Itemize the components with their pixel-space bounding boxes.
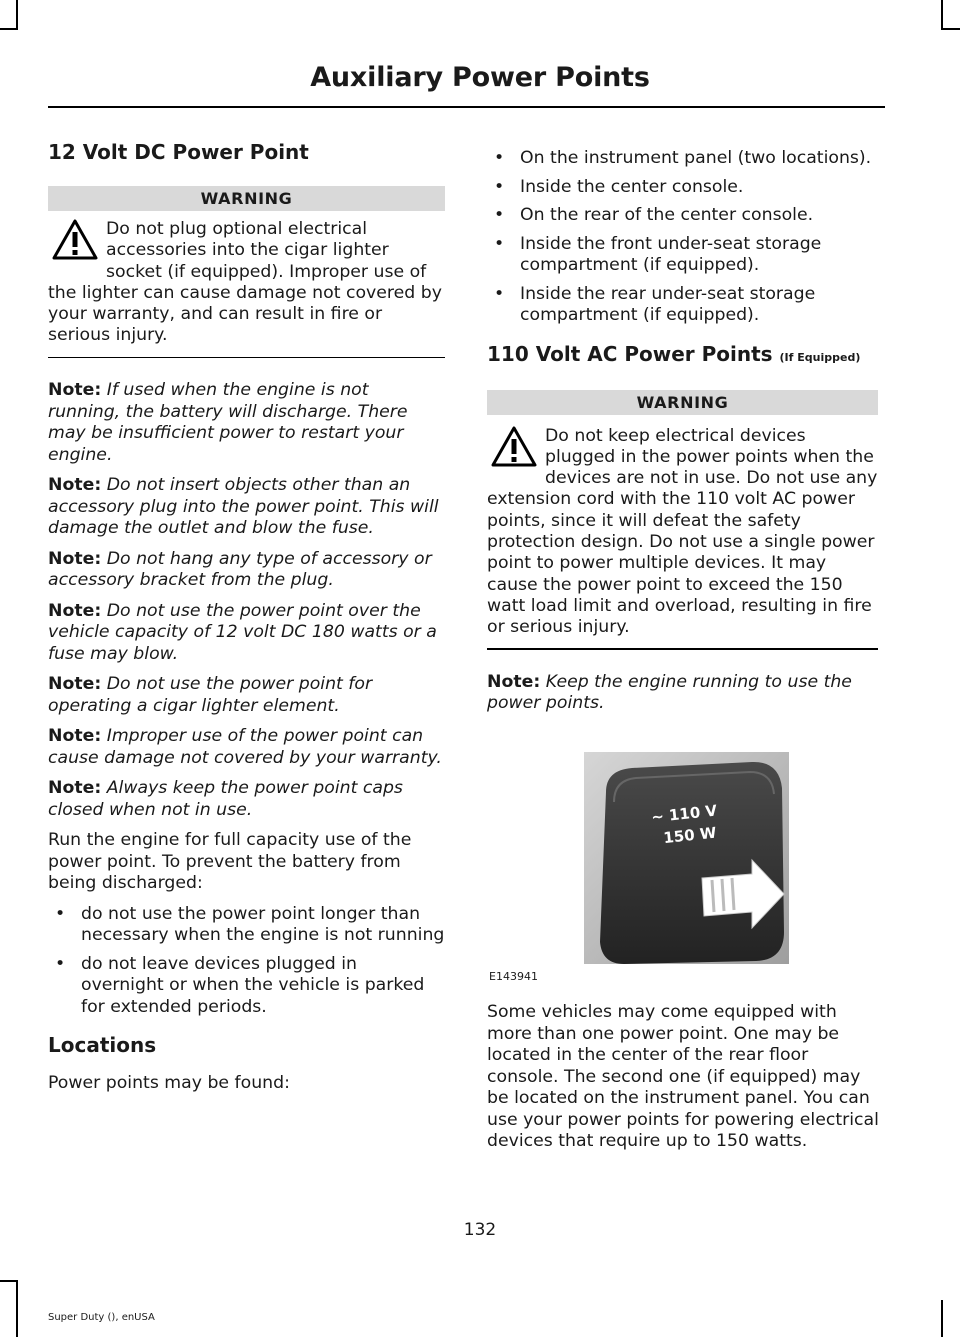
note-label: Note: bbox=[48, 548, 102, 569]
note-text: If used when the engine is not running, the battery will discharge. There may be insufficient power to restart your engine. bbox=[48, 380, 408, 465]
note-text: Keep the engine running to use the power points. bbox=[487, 671, 852, 714]
page-title: Auxiliary Power Points bbox=[310, 62, 650, 93]
locations-heading: Locations bbox=[48, 1033, 157, 1058]
warning-triangle-icon bbox=[52, 219, 98, 261]
ac-section-heading bbox=[487, 342, 878, 370]
run-engine-text: Run the engine for full capacity use of the power point. To prevent the battery from being discharged: bbox=[48, 830, 412, 894]
list-item: • do not use the power point longer than necessary when the engine is not running bbox=[48, 904, 445, 947]
header-divider bbox=[48, 106, 885, 108]
warning-divider bbox=[48, 357, 445, 359]
list-item: • Inside the rear under-seat storage compartment (if equipped). bbox=[487, 284, 878, 327]
ac-heading-suffix: (If Equipped) bbox=[779, 350, 861, 364]
footer-text: Super Duty (), enUSA bbox=[48, 1312, 155, 1323]
note-label: Note: bbox=[48, 726, 102, 747]
warning-banner: WARNING bbox=[487, 390, 878, 415]
page-number: 132 bbox=[463, 1220, 497, 1240]
crop-mark bbox=[941, 28, 960, 30]
crop-mark bbox=[0, 28, 18, 30]
list-item: • Inside the center console. bbox=[487, 177, 878, 199]
power-outlet-illustration bbox=[584, 752, 789, 964]
crop-mark bbox=[941, 0, 943, 28]
list-item: • do not leave devices plugged in overnight or when the vehicle is parked for extended periods. bbox=[48, 954, 445, 1019]
note-label: Note: bbox=[48, 674, 102, 695]
left-column bbox=[48, 140, 445, 1095]
wattage-label: 150 W bbox=[662, 823, 718, 848]
ac-body-text: Some vehicles may come equipped with more than one power point. One may be located in the center of the rear floor console. The second one (if equipped) may be located on the instrument panel. You can use your power points for powering electrical devices that require up to 150 watts. bbox=[487, 1002, 879, 1151]
note-paragraph bbox=[48, 726, 445, 769]
warning-divider bbox=[487, 648, 878, 650]
note-label: Note: bbox=[487, 671, 541, 692]
warning-body bbox=[487, 426, 878, 639]
list-item: • On the rear of the center console. bbox=[487, 205, 878, 227]
note-text: Do not use the power point over the vehicle capacity of 12 volt DC 180 watts or a fuse may blow. bbox=[48, 600, 437, 664]
list-item: • On the instrument panel (two locations). bbox=[487, 148, 878, 170]
warning-banner: WARNING bbox=[48, 186, 445, 211]
right-column bbox=[487, 140, 878, 715]
note-label: Note: bbox=[48, 778, 102, 799]
crop-mark bbox=[941, 1300, 943, 1337]
note-text: Improper use of the power point can cause damage not covered by your warranty. bbox=[48, 726, 442, 768]
warning-text: Do not keep electrical devices plugged in the power points when the devices are not in use. Do not use any extension cord with the 110 volt AC power points, since it will defeat the safety protection design. Do not use a single power point to power multiple devices. It may cause the power point to exceed the 150 watt load limit and overload, resulting in fire or serious injury. bbox=[487, 425, 878, 638]
note-paragraph bbox=[48, 380, 445, 466]
note-text: Always keep the power point caps closed when not in use. bbox=[48, 778, 403, 820]
warning-triangle-icon bbox=[491, 426, 537, 468]
bullet-list bbox=[48, 904, 445, 1019]
note-label: Note: bbox=[48, 380, 102, 401]
note-label: Note: bbox=[48, 475, 102, 496]
warning-text: Do not plug optional electrical accessories into the cigar lighter socket (if equipped). Improper use of the lighter can cause damage not covered by your warranty, and can result in fire or serious injury. bbox=[48, 219, 442, 346]
note-paragraph bbox=[48, 778, 445, 821]
note-paragraph bbox=[48, 549, 445, 592]
list-item: • Inside the front under-seat storage compartment (if equipped). bbox=[487, 234, 878, 277]
note-text: Do not insert objects other than an accessory plug into the power point. This will damage the outlet and blow the fuse. bbox=[48, 475, 439, 539]
note-text: Do not use the power point for operating a cigar lighter element. bbox=[48, 674, 373, 716]
note-paragraph bbox=[48, 601, 445, 666]
warning-body bbox=[48, 219, 445, 347]
note-paragraph bbox=[48, 674, 445, 717]
figure-id: E143941 bbox=[489, 970, 538, 983]
crop-mark bbox=[16, 1280, 18, 1337]
locations-list bbox=[487, 148, 878, 327]
ac-heading-text: 110 Volt AC Power Points bbox=[487, 341, 773, 366]
voltage-label: ~ 110 V bbox=[650, 801, 718, 827]
crop-mark bbox=[16, 0, 18, 28]
locations-intro: Power points may be found: bbox=[48, 1073, 290, 1094]
ac-note bbox=[487, 672, 878, 715]
crop-mark bbox=[0, 1280, 18, 1282]
notes-list bbox=[48, 380, 445, 821]
note-text: Do not hang any type of accessory or accessory bracket from the plug. bbox=[48, 548, 432, 591]
power-point-photo bbox=[584, 752, 789, 964]
dc-section-heading: 12 Volt DC Power Point bbox=[48, 140, 309, 164]
note-paragraph bbox=[48, 475, 445, 540]
note-label: Note: bbox=[48, 600, 102, 621]
